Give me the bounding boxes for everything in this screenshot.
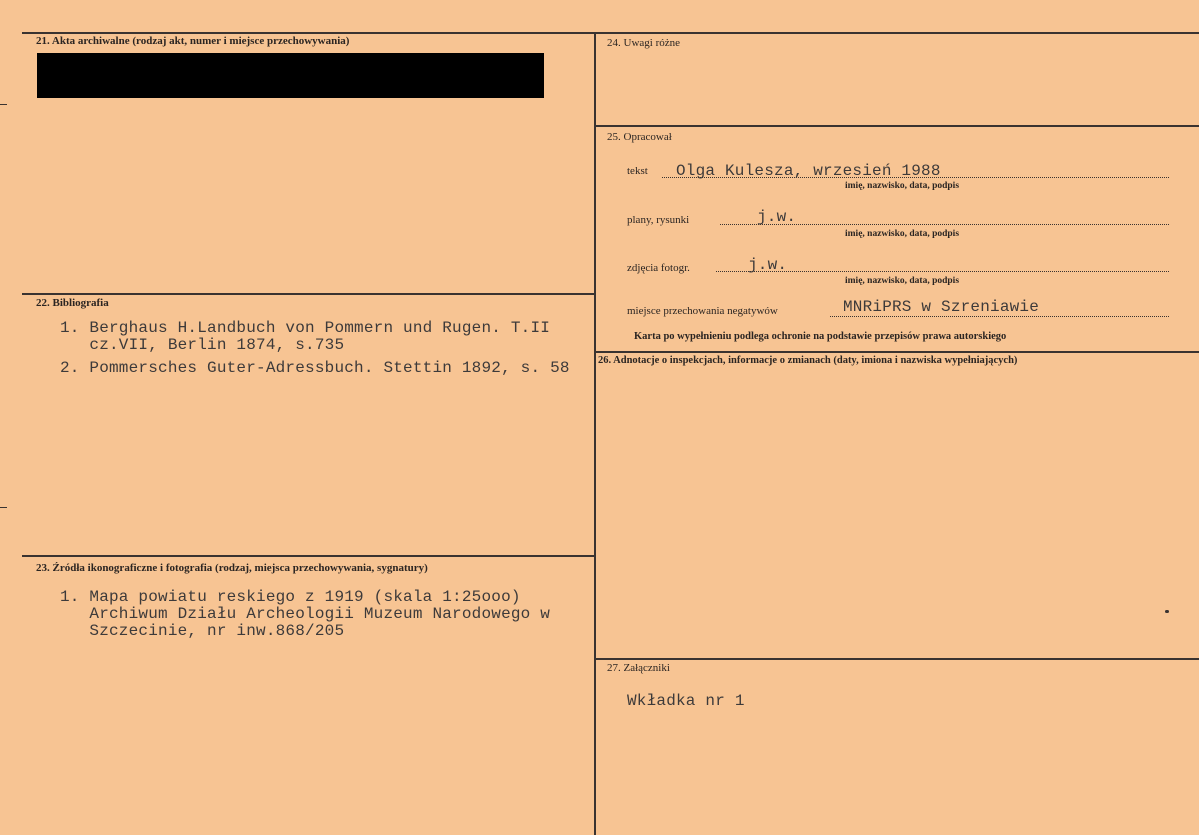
iconography-entry: Szczecinie, nr inw.868/205: [60, 622, 345, 640]
miejsce-label: miejsce przechowania negatywów: [627, 305, 778, 317]
miejsce-line: [830, 316, 1169, 317]
plany-line: [720, 224, 1169, 225]
divider-22-23: [22, 555, 595, 557]
section-22-label: 22. Bibliografia: [36, 297, 109, 309]
zdjecia-line: [716, 271, 1169, 272]
tekst-line: [662, 177, 1169, 178]
section-27-label: 27. Załączniki: [607, 662, 670, 674]
divider-21-22: [22, 293, 595, 295]
attachment-value: Wkładka nr 1: [627, 692, 745, 710]
divider-26-27: [595, 658, 1199, 660]
plany-label: plany, rysunki: [627, 214, 690, 226]
redaction-bar: [37, 53, 544, 98]
tekst-caption: imię, nazwisko, data, podpis: [845, 181, 960, 191]
iconography-entry: 1. Mapa powiatu reskiego z 1919 (skala 1:25ooo): [60, 588, 521, 606]
edge-tick: [0, 104, 7, 105]
section-23-label: 23. Źródła ikonograficzne i fotografia (rodzaj, miejsca przechowywania, sygnatury): [36, 562, 428, 574]
section-21-label: 21. Akta archiwalne (rodzaj akt, numer i miejsce przechowywania): [36, 35, 350, 47]
zdjecia-label: zdjęcia fotogr.: [627, 262, 690, 274]
bibliography-entry: 1. Berghaus H.Landbuch von Pommern und Rugen. T.II: [60, 319, 551, 337]
divider-25-26: [595, 351, 1199, 353]
copyright-note: Karta po wypełnieniu podlega ochronie na podstawie przepisów prawa autorskiego: [634, 331, 1007, 342]
zdjecia-caption: imię, nazwisko, data, podpis: [845, 276, 960, 286]
edge-dot: [1165, 610, 1169, 613]
section-25-label: 25. Opracował: [607, 131, 672, 143]
bibliography-entry: cz.VII, Berlin 1874, s.735: [60, 336, 345, 354]
edge-tick: [0, 507, 7, 508]
miejsce-value: MNRiPRS w Szreniawie: [843, 298, 1040, 316]
zdjecia-value: j.w.: [748, 256, 788, 274]
iconography-entry: Archiwum Działu Archeologii Muzeum Narodowego w: [60, 605, 551, 623]
plany-value: j.w.: [757, 208, 797, 226]
top-border: [22, 32, 1199, 34]
tekst-value: Olga Kulesza, wrzesień 1988: [676, 162, 941, 180]
bibliography-entry: 2. Pommersches Guter-Adressbuch. Stettin 1892, s. 58: [60, 359, 570, 377]
section-26-label: 26. Adnotacje o inspekcjach, informacje o zmianach (daty, imiona i nazwiska wypełniających): [598, 355, 1018, 366]
plany-caption: imię, nazwisko, data, podpis: [845, 229, 960, 239]
divider-24-25: [595, 125, 1199, 127]
center-divider: [594, 32, 596, 835]
tekst-label: tekst: [627, 165, 648, 177]
section-24-label: 24. Uwagi różne: [607, 37, 681, 49]
